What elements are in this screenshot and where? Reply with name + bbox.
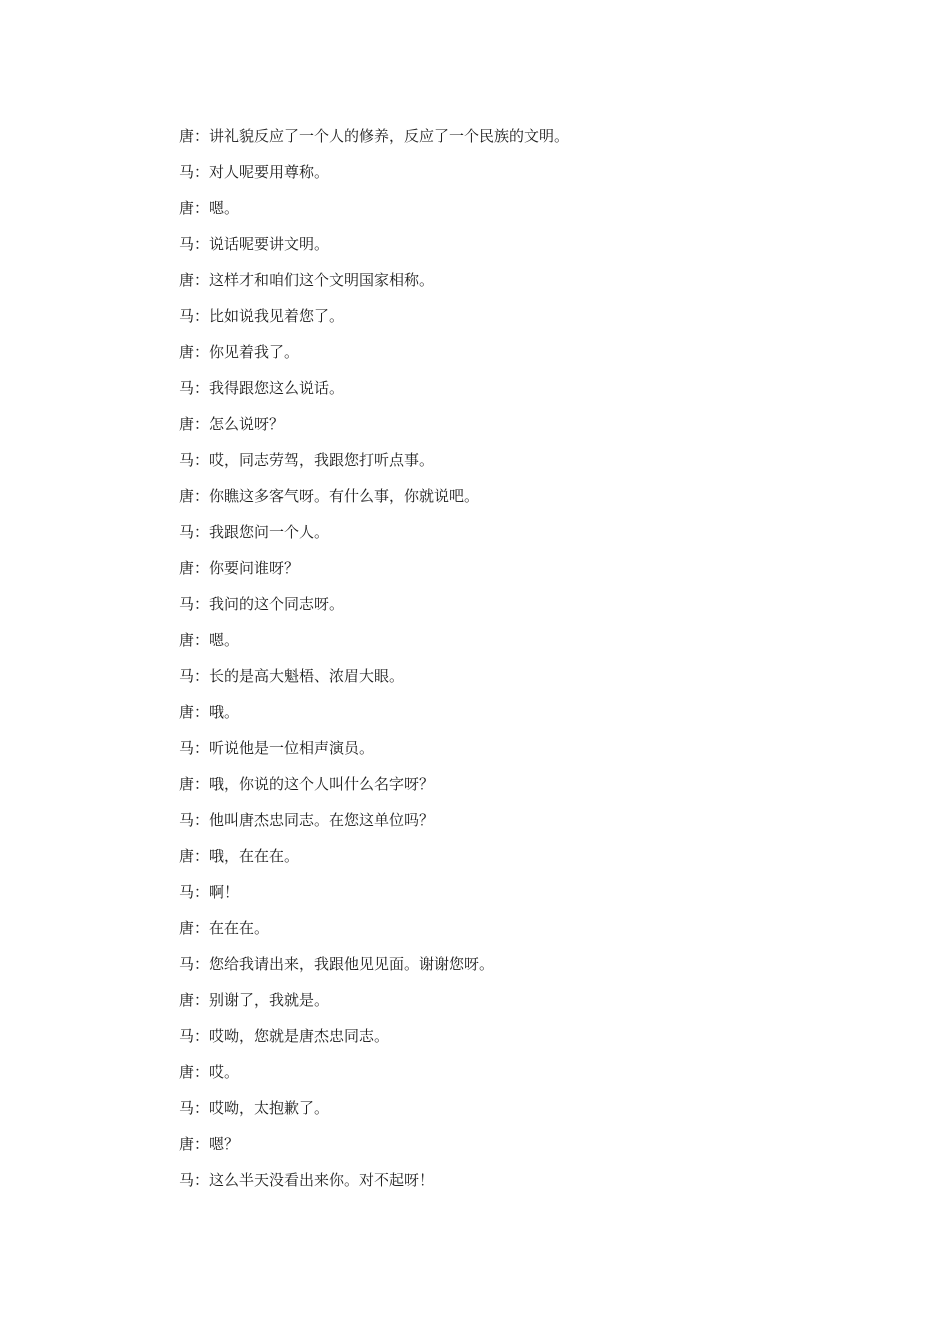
speaker-separator: ：: [194, 559, 210, 577]
dialogue-line: [179, 808, 569, 844]
speaker-separator: ：: [194, 1063, 210, 1081]
dialogue-text: 说话呢要讲文明。: [209, 235, 330, 253]
speaker-separator: ：: [194, 1171, 210, 1189]
speaker-name: 马: [179, 739, 195, 757]
dialogue-line: [179, 736, 569, 772]
dialogue-line: [179, 556, 569, 592]
speaker-separator: ：: [194, 199, 210, 217]
dialogue-line: [179, 1024, 569, 1060]
speaker-separator: ：: [194, 667, 210, 685]
dialogue-line: [179, 196, 569, 232]
speaker-separator: ：: [194, 919, 210, 937]
speaker-separator: ：: [194, 631, 210, 649]
dialogue-list: [179, 124, 569, 1204]
speaker-name: 马: [179, 883, 195, 901]
speaker-name: 马: [179, 955, 195, 973]
dialogue-line: [179, 700, 569, 736]
speaker-separator: ：: [194, 1135, 210, 1153]
speaker-separator: ：: [194, 523, 210, 541]
dialogue-text: 哦，你说的这个人叫什么名字呀？: [209, 775, 435, 793]
dialogue-text: 讲礼貌反应了一个人的修养，反应了一个民族的文明。: [209, 127, 570, 145]
speaker-name: 唐: [179, 847, 195, 865]
speaker-name: 唐: [179, 199, 195, 217]
dialogue-text: 嗯。: [209, 199, 240, 217]
dialogue-line: [179, 376, 569, 412]
dialogue-text: 在在在。: [209, 919, 270, 937]
dialogue-text: 啊！: [209, 883, 240, 901]
dialogue-text: 我跟您问一个人。: [209, 523, 330, 541]
speaker-name: 马: [179, 811, 195, 829]
dialogue-line: [179, 1096, 569, 1132]
speaker-name: 唐: [179, 343, 195, 361]
speaker-separator: ：: [194, 271, 210, 289]
dialogue-line: [179, 268, 569, 304]
dialogue-text: 他叫唐杰忠同志。在您这单位吗？: [209, 811, 435, 829]
speaker-name: 马: [179, 1027, 195, 1045]
speaker-separator: ：: [194, 127, 210, 145]
dialogue-line: [179, 1132, 569, 1168]
dialogue-line: [179, 916, 569, 952]
speaker-separator: ：: [194, 703, 210, 721]
speaker-name: 马: [179, 307, 195, 325]
dialogue-text: 嗯。: [209, 631, 240, 649]
dialogue-line: [179, 412, 569, 448]
speaker-name: 唐: [179, 631, 195, 649]
dialogue-line: [179, 124, 569, 160]
speaker-separator: ：: [194, 235, 210, 253]
speaker-name: 马: [179, 523, 195, 541]
dialogue-line: [179, 628, 569, 664]
dialogue-text: 你见着我了。: [209, 343, 300, 361]
dialogue-line: [179, 844, 569, 880]
speaker-separator: ：: [194, 343, 210, 361]
speaker-separator: ：: [194, 307, 210, 325]
dialogue-text: 怎么说呀？: [209, 415, 285, 433]
speaker-name: 唐: [179, 559, 195, 577]
speaker-name: 唐: [179, 1135, 195, 1153]
dialogue-line: [179, 484, 569, 520]
dialogue-text: 您给我请出来，我跟他见见面。谢谢您呀。: [209, 955, 495, 973]
dialogue-text: 对人呢要用尊称。: [209, 163, 330, 181]
speaker-separator: ：: [194, 1099, 210, 1117]
speaker-name: 马: [179, 235, 195, 253]
dialogue-line: [179, 988, 569, 1024]
dialogue-line: [179, 340, 569, 376]
dialogue-text: 嗯？: [209, 1135, 240, 1153]
dialogue-text: 哎，同志劳驾，我跟您打听点事。: [209, 451, 435, 469]
speaker-separator: ：: [194, 163, 210, 181]
dialogue-line: [179, 304, 569, 340]
dialogue-text: 哎呦，您就是唐杰忠同志。: [209, 1027, 390, 1045]
speaker-separator: ：: [194, 811, 210, 829]
speaker-separator: ：: [194, 1027, 210, 1045]
speaker-name: 马: [179, 379, 195, 397]
speaker-separator: ：: [194, 739, 210, 757]
dialogue-line: [179, 520, 569, 556]
speaker-separator: ：: [194, 451, 210, 469]
speaker-name: 马: [179, 1099, 195, 1117]
dialogue-line: [179, 1060, 569, 1096]
dialogue-line: [179, 952, 569, 988]
speaker-name: 唐: [179, 487, 195, 505]
dialogue-line: [179, 448, 569, 484]
speaker-separator: ：: [194, 775, 210, 793]
speaker-name: 马: [179, 667, 195, 685]
dialogue-text: 哎。: [209, 1063, 240, 1081]
dialogue-text: 我问的这个同志呀。: [209, 595, 345, 613]
dialogue-line: [179, 880, 569, 916]
speaker-name: 马: [179, 1171, 195, 1189]
dialogue-line: [179, 772, 569, 808]
speaker-name: 马: [179, 451, 195, 469]
speaker-name: 唐: [179, 1063, 195, 1081]
dialogue-text: 哦，在在在。: [209, 847, 300, 865]
dialogue-line: [179, 1168, 569, 1204]
speaker-name: 唐: [179, 919, 195, 937]
speaker-name: 唐: [179, 127, 195, 145]
speaker-name: 唐: [179, 415, 195, 433]
dialogue-text: 这样才和咱们这个文明国家相称。: [209, 271, 435, 289]
speaker-name: 唐: [179, 991, 195, 1009]
speaker-name: 唐: [179, 775, 195, 793]
dialogue-line: [179, 592, 569, 628]
speaker-separator: ：: [194, 415, 210, 433]
speaker-separator: ：: [194, 883, 210, 901]
speaker-separator: ：: [194, 955, 210, 973]
speaker-name: 马: [179, 595, 195, 613]
speaker-name: 唐: [179, 271, 195, 289]
speaker-separator: ：: [194, 379, 210, 397]
dialogue-line: [179, 664, 569, 700]
dialogue-text: 你要问谁呀？: [209, 559, 300, 577]
dialogue-text: 你瞧这多客气呀。有什么事，你就说吧。: [209, 487, 480, 505]
dialogue-text: 哎呦，太抱歉了。: [209, 1099, 330, 1117]
dialogue-text: 哦。: [209, 703, 240, 721]
dialogue-text: 我得跟您这么说话。: [209, 379, 345, 397]
speaker-separator: ：: [194, 991, 210, 1009]
speaker-separator: ：: [194, 847, 210, 865]
dialogue-text: 比如说我见着您了。: [209, 307, 345, 325]
dialogue-text: 这么半天没看出来你。对不起呀！: [209, 1171, 435, 1189]
speaker-separator: ：: [194, 595, 210, 613]
dialogue-text: 听说他是一位相声演员。: [209, 739, 375, 757]
speaker-name: 马: [179, 163, 195, 181]
speaker-separator: ：: [194, 487, 210, 505]
dialogue-line: [179, 160, 569, 196]
dialogue-text: 别谢了，我就是。: [209, 991, 330, 1009]
dialogue-text: 长的是高大魁梧、浓眉大眼。: [209, 667, 405, 685]
dialogue-line: [179, 232, 569, 268]
speaker-name: 唐: [179, 703, 195, 721]
